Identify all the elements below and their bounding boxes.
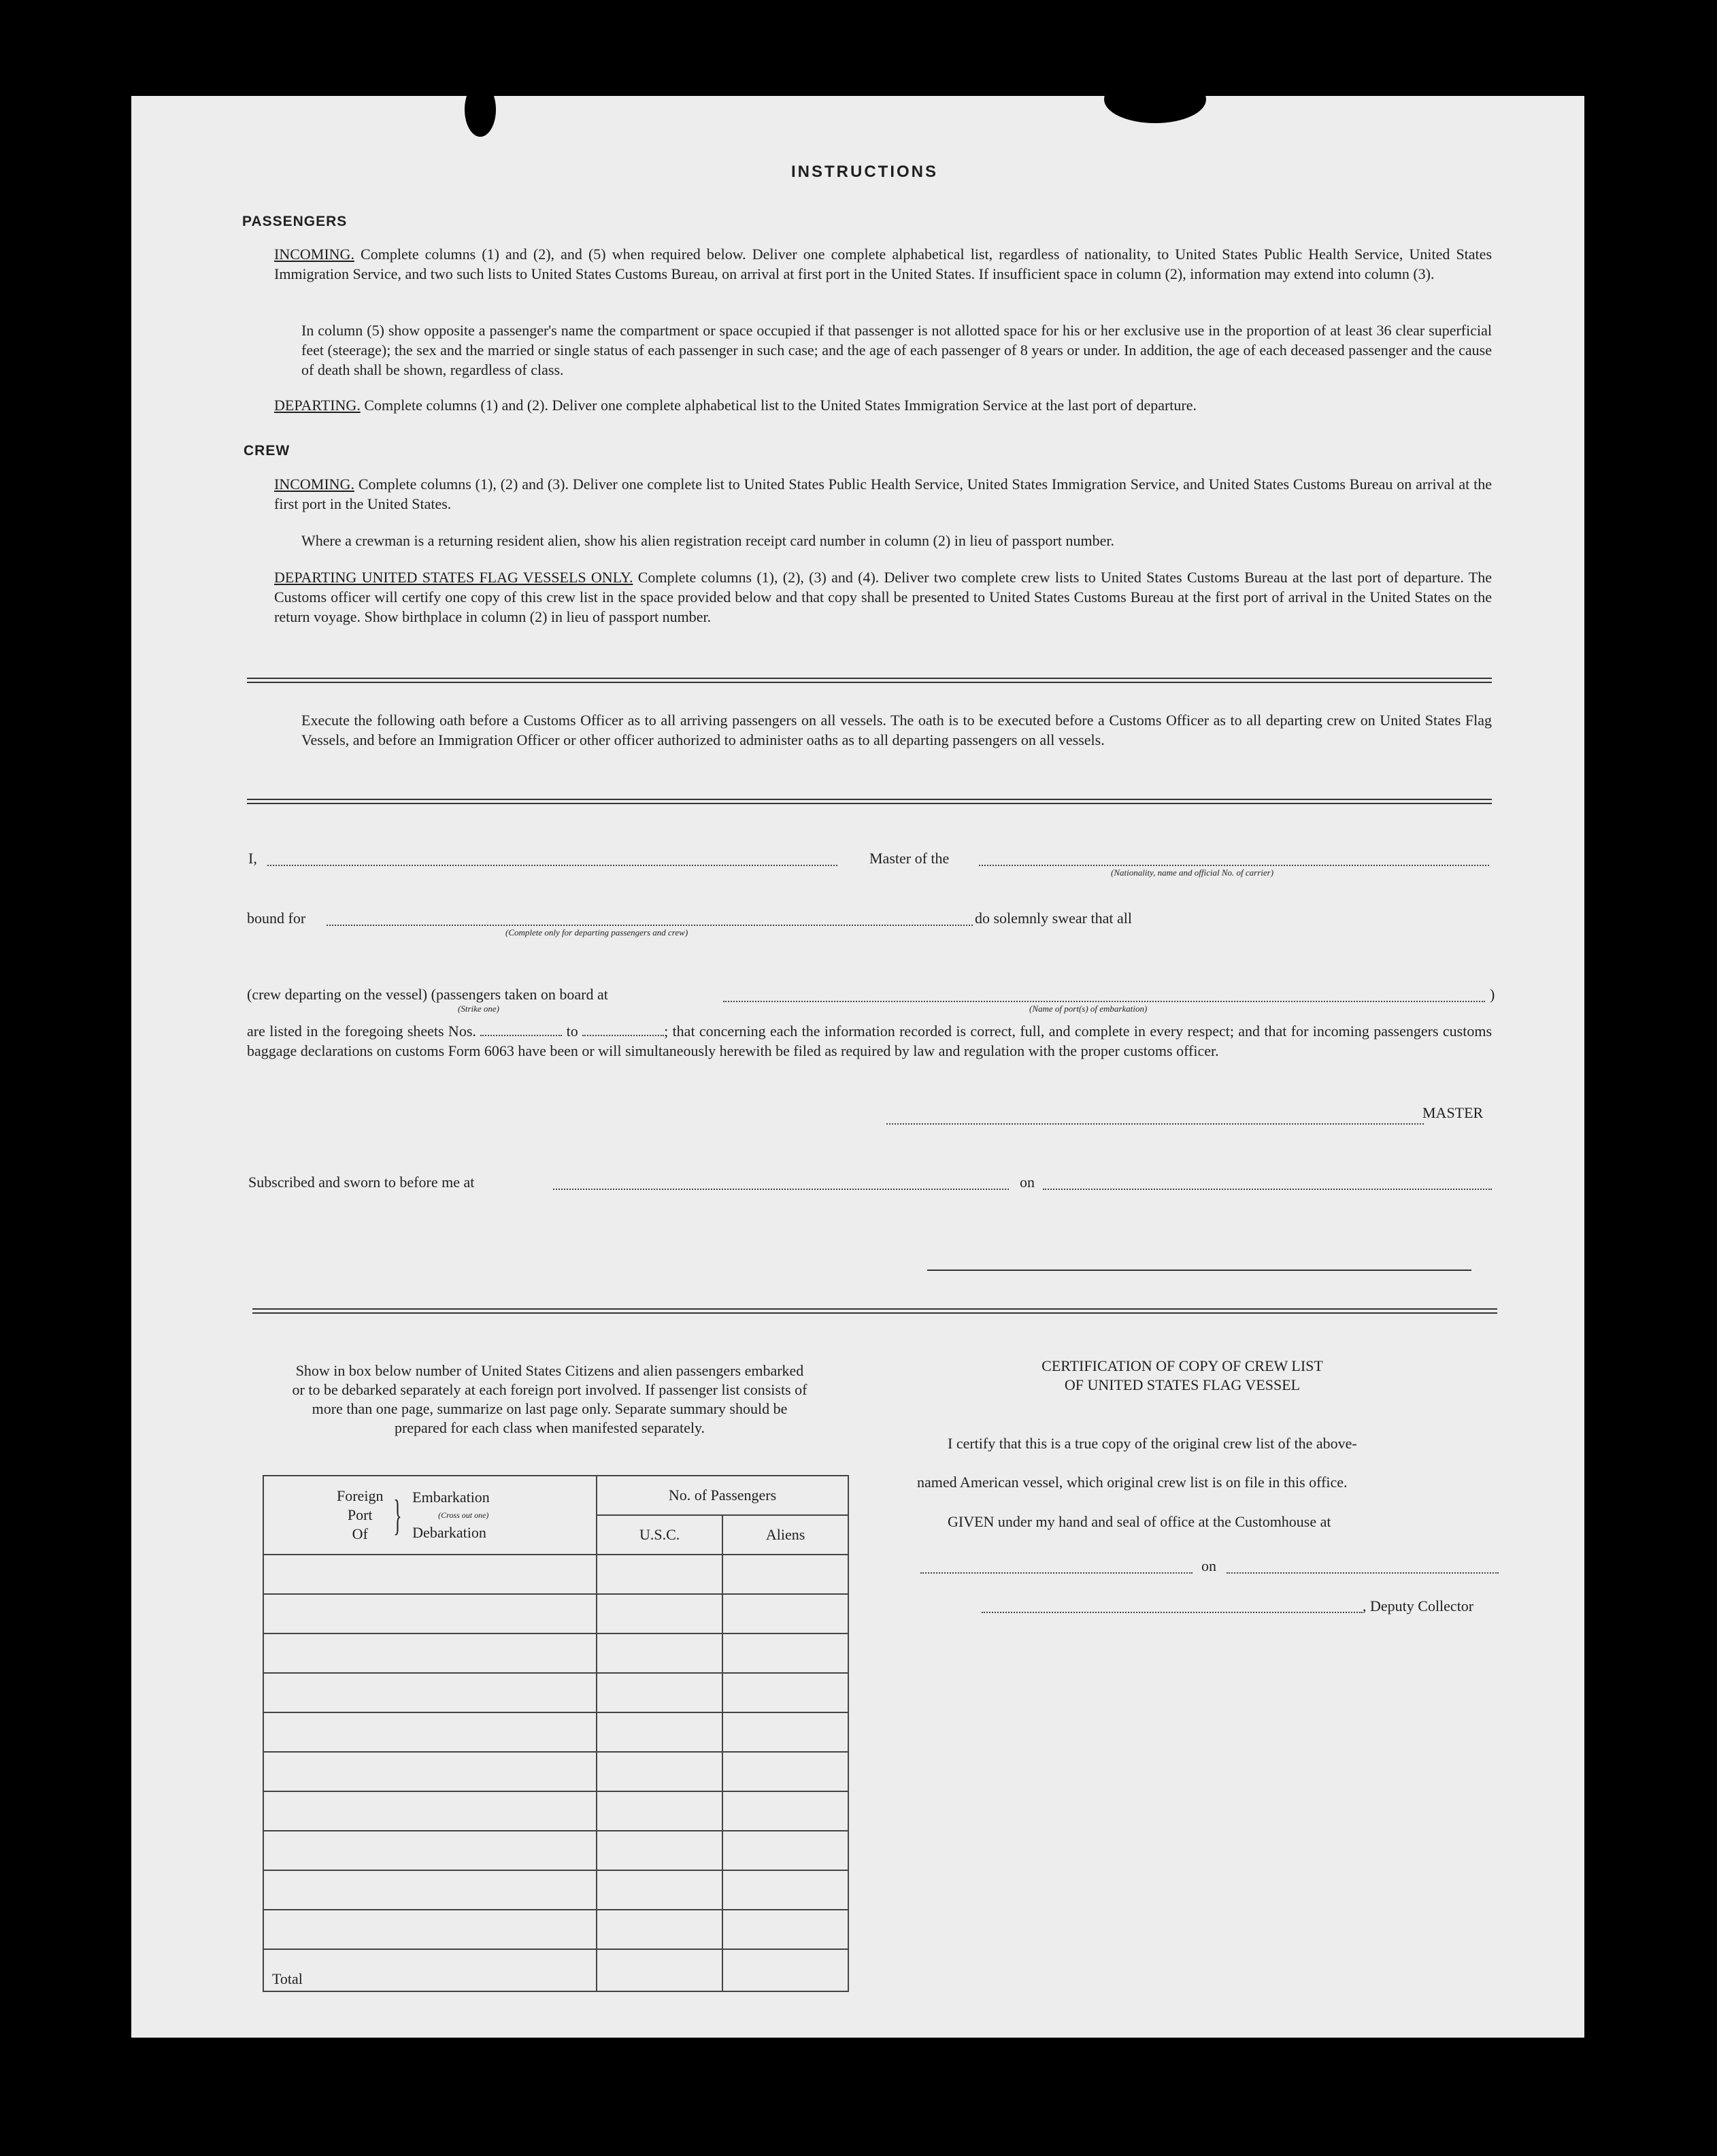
- given-text: GIVEN under my hand and seal of office at the Customhouse at: [948, 1513, 1331, 1530]
- divider: [247, 678, 1492, 679]
- aliens-cell[interactable]: [722, 1791, 848, 1831]
- vessel-field[interactable]: [979, 865, 1489, 866]
- embarkation-label: Embarkation: [412, 1489, 490, 1506]
- listed-text: ; that concerning each the information recorded is correct, full, and complete in every respect; and that for incoming passengers customs baggage declarations on customs Form 6063 have been or will simultaneously herewith be filed as required by law and regulation with the proper customs officer.: [247, 1023, 1493, 1059]
- table-row: [263, 1791, 848, 1831]
- deputy-label: , Deputy Collector: [1363, 1597, 1474, 1614]
- summary-instructions: Show in box below number of United States Citizens and alien passengers embarked or to be debarked separately at each foreign port involved. If passenger list consists of more than one page, summarize on last page only. Separate summary should be prepared for each class when manifested separately.: [292, 1362, 807, 1436]
- divider: [252, 1308, 1497, 1310]
- cert-on-label: on: [1201, 1557, 1216, 1574]
- master-label: MASTER: [1422, 1104, 1484, 1121]
- bound-for-hint: (Complete only for departing passengers and crew): [505, 927, 688, 938]
- strike-one-hint: (Strike one): [458, 1004, 500, 1014]
- aliens-cell[interactable]: [722, 1870, 848, 1910]
- crew-departing-label: (crew departing on the vessel) (passengers taken on board at: [247, 986, 608, 1003]
- certify-line-2: named American vessel, which original crew list is on file in this office.: [917, 1474, 1348, 1491]
- usc-cell[interactable]: [597, 1752, 722, 1791]
- usc-header: U.S.C.: [597, 1515, 722, 1555]
- subscribed-label: Subscribed and sworn to before me at: [248, 1174, 475, 1191]
- page-tear: [1104, 76, 1206, 123]
- aliens-cell[interactable]: [722, 1752, 848, 1791]
- debarkation-label: Debarkation: [412, 1524, 486, 1541]
- cross-out-hint: (Cross out one): [438, 1510, 489, 1520]
- bound-for-field[interactable]: [327, 925, 973, 926]
- usc-cell[interactable]: [597, 1633, 722, 1673]
- table-row: [263, 1594, 848, 1633]
- crew-alien-note: Where a crewman is a returning resident alien, show his alien registration receipt card number in column (2) in lieu of passport number.: [301, 532, 1114, 549]
- passengers-incoming: [274, 244, 1492, 284]
- sworn-place-field[interactable]: [553, 1189, 1009, 1190]
- divider: [247, 803, 1492, 804]
- port-cell[interactable]: [263, 1712, 597, 1752]
- aliens-cell[interactable]: [722, 1633, 848, 1673]
- usc-cell[interactable]: [597, 1555, 722, 1594]
- table-row: [263, 1870, 848, 1910]
- usc-total-cell[interactable]: [597, 1949, 722, 1991]
- bound-for-label: bound for: [247, 910, 306, 927]
- crew-departing-label: DEPARTING UNITED STATES FLAG VESSELS ONLY.: [274, 569, 633, 586]
- oath-i-label: I,: [248, 850, 257, 867]
- crew-incoming-text: Complete columns (1), (2) and (3). Deliver one complete list to United States Public Health Service, United States Immigration Service, and United States Customs Bureau on arrival at the first port in the United States.: [274, 476, 1492, 512]
- port-cell[interactable]: [263, 1673, 597, 1712]
- deputy-signature-field[interactable]: [982, 1612, 1363, 1613]
- sworn-on-label: on: [1020, 1174, 1035, 1191]
- table-row: [263, 1712, 848, 1752]
- oath-instructions: Execute the following oath before a Customs Officer as to all arriving passengers on all vessels. The oath is to be executed before a Customs Officer as to all departing crew on United States Flag Vessels, and before an Immigration Officer or other officer authorized to administer oaths as to all departing passengers on all vessels.: [301, 712, 1492, 748]
- passengers-departing: [274, 395, 1492, 415]
- to-label: to: [566, 1023, 578, 1040]
- aliens-cell[interactable]: [722, 1673, 848, 1712]
- crew-departing: [274, 567, 1492, 627]
- table-row: [263, 1633, 848, 1673]
- usc-cell[interactable]: [597, 1910, 722, 1949]
- aliens-cell[interactable]: [722, 1594, 848, 1633]
- divider: [252, 1312, 1497, 1314]
- passengers-column5: In column (5) show opposite a passenger's name the compartment or space occupied if that passenger is not allotted space for his or her exclusive use in the proportion of at least 36 clear superficial feet (steerage); the sex and the married or single status of each passenger in such case; and the age of each passenger of 8 years or under. In addition, the age of each deceased passenger and the cause of death shall be shown, regardless of class.: [301, 322, 1492, 378]
- port-cell[interactable]: [263, 1555, 597, 1594]
- aliens-cell[interactable]: [722, 1910, 848, 1949]
- passenger-summary-table: [263, 1475, 849, 1992]
- brace-icon: }: [393, 1491, 402, 1539]
- usc-cell[interactable]: [597, 1673, 722, 1712]
- usc-cell[interactable]: [597, 1870, 722, 1910]
- certify-line-1: I certify that this is a true copy of the original crew list of the above-: [948, 1435, 1357, 1452]
- cert-date-field[interactable]: [1227, 1572, 1499, 1574]
- page-tear: [465, 82, 496, 137]
- table-row: [263, 1752, 848, 1791]
- total-label: Total: [263, 1949, 597, 1991]
- usc-cell[interactable]: [597, 1594, 722, 1633]
- master-name-field[interactable]: [267, 865, 837, 866]
- table-row: [263, 1831, 848, 1870]
- table-row: [263, 1555, 848, 1594]
- passengers-departing-label: DEPARTING.: [274, 397, 361, 414]
- close-paren: ): [1490, 986, 1495, 1003]
- nationality-hint: (Nationality, name and official No. of carrier): [1111, 867, 1274, 878]
- customhouse-field[interactable]: [920, 1572, 1193, 1574]
- aliens-total-cell[interactable]: [722, 1949, 848, 1991]
- port-cell[interactable]: [263, 1910, 597, 1949]
- port-cell[interactable]: [263, 1633, 597, 1673]
- page-title: INSTRUCTIONS: [791, 163, 938, 181]
- passengers-incoming-text: Complete columns (1) and (2), and (5) when required below. Deliver one complete alphabetical list, regardless of nationality, to United States Public Health Service, United States Immigration Service, and two such lists to United States Customs Bureau, on arrival at first port in the United States. If insufficient space in column (2), information may extend into column (3).: [274, 246, 1493, 282]
- usc-cell[interactable]: [597, 1712, 722, 1752]
- aliens-cell[interactable]: [722, 1712, 848, 1752]
- port-cell[interactable]: [263, 1831, 597, 1870]
- passengers-departing-text: Complete columns (1) and (2). Deliver one complete alphabetical list to the United States Immigration Service at the last port of departure.: [364, 397, 1197, 414]
- embarkation-port-field[interactable]: [723, 1001, 1485, 1002]
- ports-hint: (Name of port(s) of embarkation): [1029, 1004, 1148, 1014]
- table-header-row: [263, 1476, 848, 1515]
- usc-cell[interactable]: [597, 1831, 722, 1870]
- port-cell[interactable]: [263, 1870, 597, 1910]
- divider: [247, 799, 1492, 800]
- no-passengers-header: No. of Passengers: [597, 1476, 848, 1515]
- port-cell[interactable]: [263, 1594, 597, 1633]
- sheet-to-field[interactable]: [582, 1035, 664, 1036]
- crew-incoming: [274, 474, 1492, 514]
- master-of-label: Master of the: [869, 850, 950, 867]
- port-header-cell: [263, 1476, 597, 1555]
- certification-title-1: CERTIFICATION OF COPY OF CREW LIST: [1041, 1357, 1323, 1374]
- table-row: [263, 1910, 848, 1949]
- swear-text: do solemnly swear that all: [975, 910, 1132, 927]
- port-label: Port: [347, 1506, 373, 1523]
- total-row: [263, 1949, 848, 1991]
- usc-cell[interactable]: [597, 1791, 722, 1831]
- certification-title-2: OF UNITED STATES FLAG VESSEL: [1064, 1376, 1301, 1393]
- master-signature-field[interactable]: [886, 1123, 1424, 1125]
- officer-signature-line[interactable]: [927, 1270, 1471, 1271]
- of-label: Of: [352, 1525, 368, 1542]
- crew-departing-text: Complete columns (1), (2), (3) and (4). Deliver two complete crew lists to United States Customs Bureau at the last port of departure. The Customs officer will certify one copy of this crew list in the space provided below and that copy shall be presented to United States Customs Bureau at the first port of arrival in the United States on the return voyage. Show birthplace in column (2) in lieu of passport number.: [274, 569, 1493, 625]
- crew-heading: CREW: [244, 443, 290, 459]
- port-cell[interactable]: [263, 1791, 597, 1831]
- sheet-from-field[interactable]: [480, 1035, 562, 1036]
- passengers-heading: PASSENGERS: [242, 214, 348, 229]
- table-row: [263, 1673, 848, 1712]
- listed-prefix: are listed in the foregoing sheets Nos.: [247, 1023, 476, 1040]
- port-cell[interactable]: [263, 1752, 597, 1791]
- divider: [247, 682, 1492, 683]
- crew-incoming-label: INCOMING.: [274, 476, 354, 493]
- aliens-cell[interactable]: [722, 1831, 848, 1870]
- passengers-incoming-label: INCOMING.: [274, 246, 354, 263]
- aliens-header: Aliens: [722, 1515, 848, 1555]
- foreign-label: Foreign: [337, 1487, 384, 1504]
- listed-sheets: [247, 1021, 1492, 1061]
- sworn-date-field[interactable]: [1043, 1189, 1492, 1190]
- aliens-cell[interactable]: [722, 1555, 848, 1594]
